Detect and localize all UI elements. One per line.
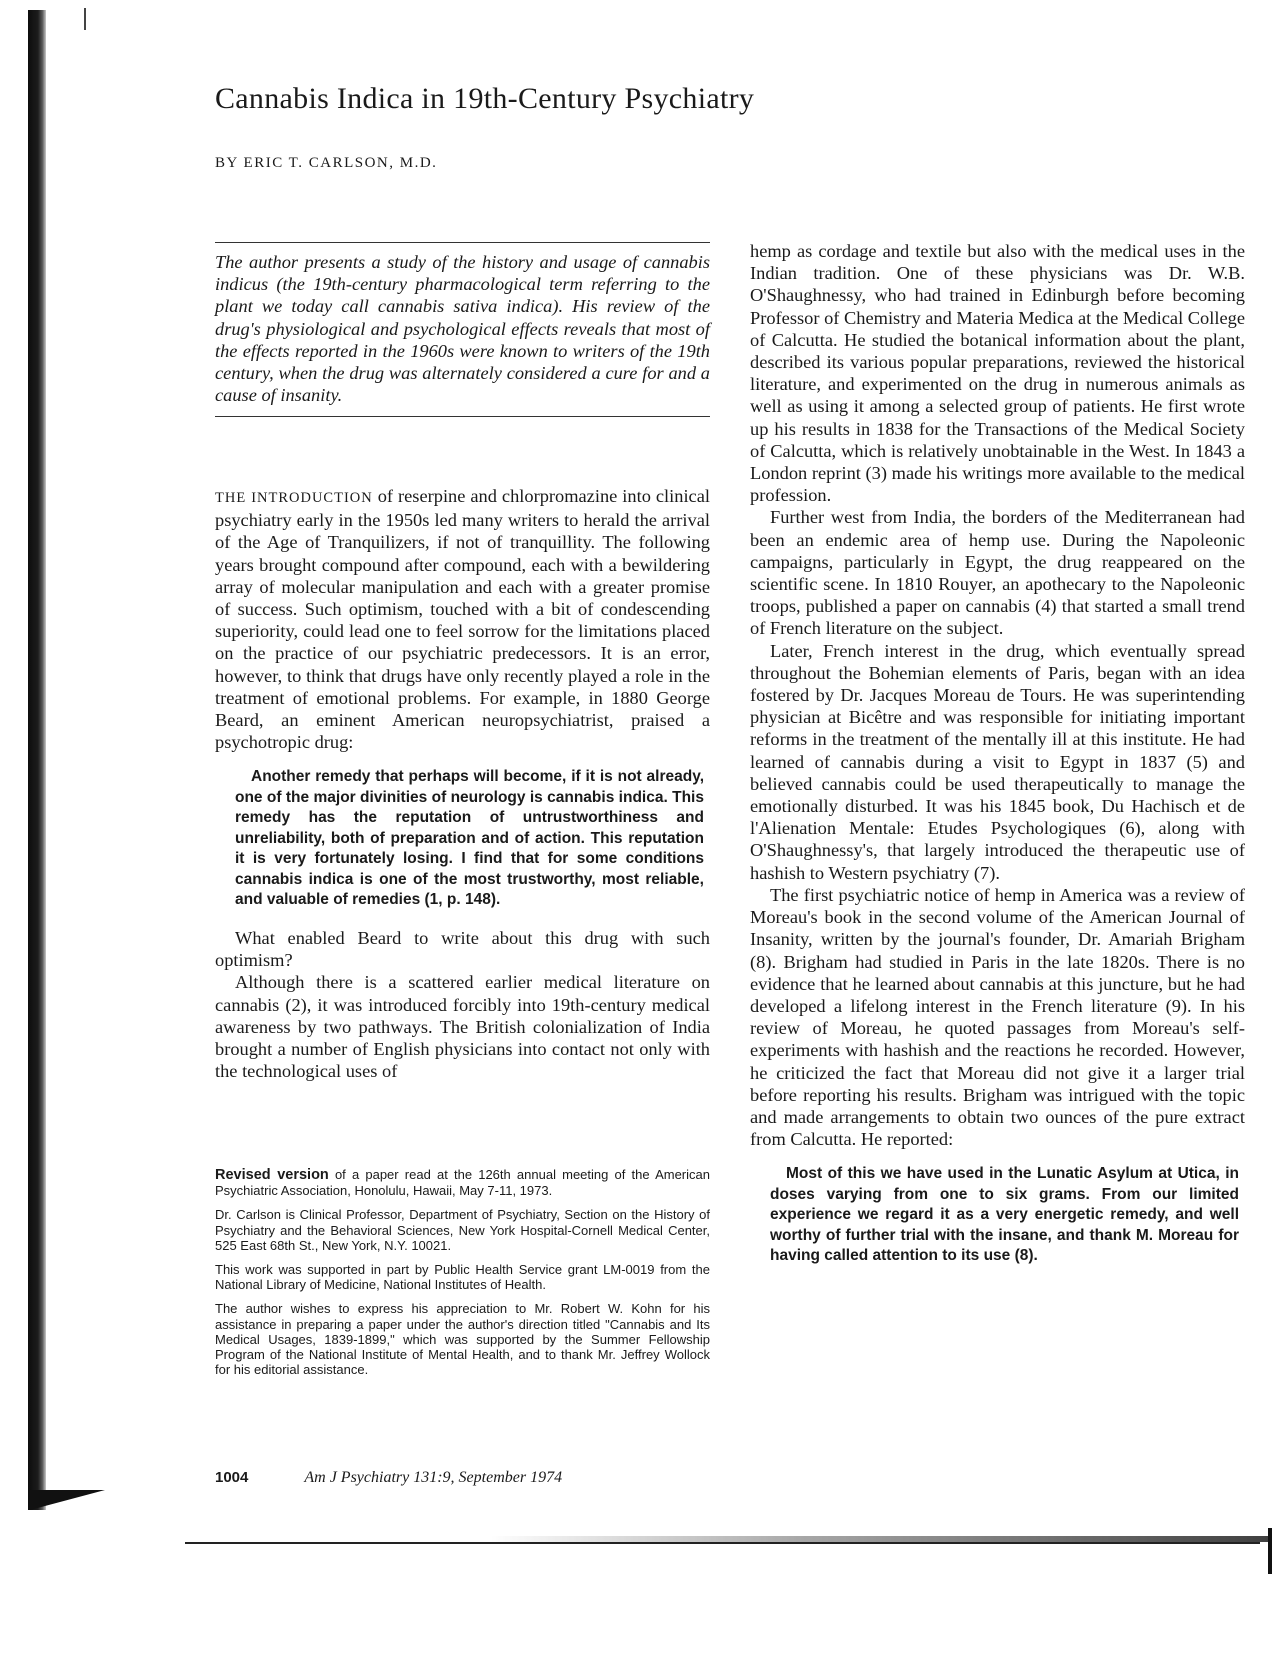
- body-paragraph: hemp as cordage and textile but also with the medical uses in the Indian tradition. One of these physicians was Dr. W.B. O'Shaughnessy, who had trained in Edinburgh before becoming Professor of Chemistry and Materia Medica at the Medical College of Calcutta. He studied the botanical information about the plant, described its various popular preparations, reviewed the historical literature, and experimented on the drug in numerous animals as well as using it among a selected group of patients. He first wrote up his results in 1838 for the Transactions of the Medical Society of Calcutta, which is relatively unobtainable in the West. In 1843 a London reprint (3) made his writings more available to the medical profession.: [750, 241, 1245, 506]
- intro-smallcaps-lead: THE INTRODUCTION: [215, 490, 373, 506]
- scan-edge-tail: [30, 1490, 105, 1510]
- body-paragraph: What enabled Beard to write about this drug with such optimism?: [215, 927, 710, 971]
- brigham-quote-text: Most of this we have used in the Lunatic Asylum at Utica, in doses varying from one to six grams. From our limited experience we regard it as a very energetic remedy, and well worthy of further trial with the insane, and thank M. Moreau for having called attention to its use (8).: [770, 1165, 1239, 1265]
- footnote-text: of a paper read at the 126th annual meeting of the American Psychiatric Association, Honolulu, Hawaii, May 7-11, 1973.: [215, 1167, 710, 1199]
- page-number: 1004: [215, 1469, 249, 1486]
- page-footer: [215, 1469, 715, 1487]
- bottom-rule: [185, 1542, 1260, 1544]
- footnote-acknowledgment: The author wishes to express his appreciation to Mr. Robert W. Kohn for his assistance in preparing a paper under the author's direction titled "Cannabis and Its Medical Usages, 1839-1899," which was supported by the Summer Fellowship Program of the National Institute of Mental Health, and to thank Mr. Jeffrey Wollock for his editorial assistance.: [215, 1301, 710, 1378]
- footnote-affiliation: Dr. Carlson is Clinical Professor, Department of Psychiatry, Section on the History of Psychiatry and the Behavioral Sciences, New York Hospital-Cornell Medical Center, 525 East 68th St., New York, N.Y. 10021.: [215, 1207, 710, 1253]
- article-byline: BY ERIC T. CARLSON, M.D.: [215, 155, 438, 171]
- scan-mark: [1268, 1528, 1272, 1574]
- intro-text: of reserpine and chlorpromazine into clinical psychiatry early in the 1950s led many writers to herald the arrival of the Age of Tranquilizers, if not of tranquillity. The following years brought compound after compound, each with a bewildering array of molecular manipulation and each with a greater promise of success. Such optimism, touched with a bit of condescending superiority, could lead one to feel sorrow for the limitations placed on the practice of our psychiatric predecessors. It is an error, however, to think that drugs have only recently played a role in the treatment of emotional problems. For example, in 1880 George Beard, an eminent American neuropsychiatrist, praised a psychotropic drug:: [215, 486, 710, 753]
- beard-quote: [235, 767, 704, 911]
- footnote-revised-version: [215, 1167, 710, 1198]
- scan-mark: [84, 8, 86, 30]
- brigham-quote: [770, 1164, 1239, 1267]
- body-paragraph: Further west from India, the borders of the Mediterranean had been an endemic area of hemp use. During the Napoleonic campaigns, particularly in Egypt, the drug reappeared on the scientific scene. In 1810 Rouyer, an apothecary to the Napoleonic troops, published a paper on cannabis (4) that started a small trend of French literature on the subject.: [750, 507, 1245, 639]
- intro-paragraph: [215, 485, 710, 753]
- body-paragraph: Although there is a scattered earlier medical literature on cannabis (2), it was introduced forcibly into 19th-century medical awareness by two pathways. The British colonialization of India brought a number of English physicians into contact not only with the technological uses of: [215, 972, 710, 1082]
- footnote-lead: Revised version: [215, 1167, 329, 1183]
- right-column: [750, 240, 1245, 1283]
- left-column: [215, 485, 710, 1082]
- body-paragraph: The first psychiatric notice of hemp in America was a review of Moreau's book in the second volume of the American Journal of Insanity, written by the journal's founder, Dr. Amariah Brigham (8). Brigham had studied in Paris in the late 1820s. There is no evidence that he learned about cannabis at this juncture, but he had developed a lifelong interest in the French literature (9). In his review of Moreau, he quoted passages from Moreau's self-experiments with hashish and the reactions he recorded. However, he criticized the fact that Moreau did not give it a larger trial before reporting his results. Brigham was intrigued with the topic and made arrangements to obtain two ounces of the pure extract from Calcutta. He reported:: [750, 884, 1245, 1150]
- body-paragraph: Later, French interest in the drug, which eventually spread throughout the Bohemian elements of Paris, began with an idea fostered by Dr. Jacques Moreau de Tours. He was superintending physician at Bicêtre and was responsible for initiating important reforms in the treatment of the mentally ill at this institute. He had learned of cannabis during a visit to Egypt in 1837 (5) and believed cannabis could be used therapeutically to manage the emotionally disturbed. It was his 1845 book, Du Hachisch et de l'Alienation Mentale: Etudes Psychologiques (6), along with O'Shaughnessy's, that largely introduced the therapeutic use of hashish to Western psychiatry (7).: [750, 640, 1245, 883]
- beard-quote-text: Another remedy that perhaps will become, if it is not already, one of the major divinities of neurology is cannabis indica. This remedy has the reputation of untrustworthiness and unreliability, both of preparation and of action. This reputation it is very fortunately losing. I find that for some conditions cannabis indica is one of the most trustworthy, most reliable, and valuable of remedies (1, p. 148).: [235, 768, 704, 909]
- scan-edge-shadow: [28, 10, 46, 1510]
- abstract-text: The author presents a study of the history and usage of cannabis indicus (the 19th-century pharmacological term referring to the plant we today call cannabis sativa indica). His review of the drug's physiological and psychological effects reveals that most of the effects reported in the 1960s were known to writers of the 19th century, when the drug was alternately considered a cure for and a cause of insanity.: [215, 252, 710, 406]
- footnotes: [215, 1167, 710, 1386]
- abstract-box: [215, 242, 710, 417]
- journal-citation: Am J Psychiatry 131:9, September 1974: [304, 1469, 563, 1486]
- article-title: Cannabis Indica in 19th-Century Psychiatry: [215, 82, 755, 115]
- footnote-support: This work was supported in part by Public Health Service grant LM-0019 from the National Library of Medicine, National Institutes of Health.: [215, 1262, 710, 1293]
